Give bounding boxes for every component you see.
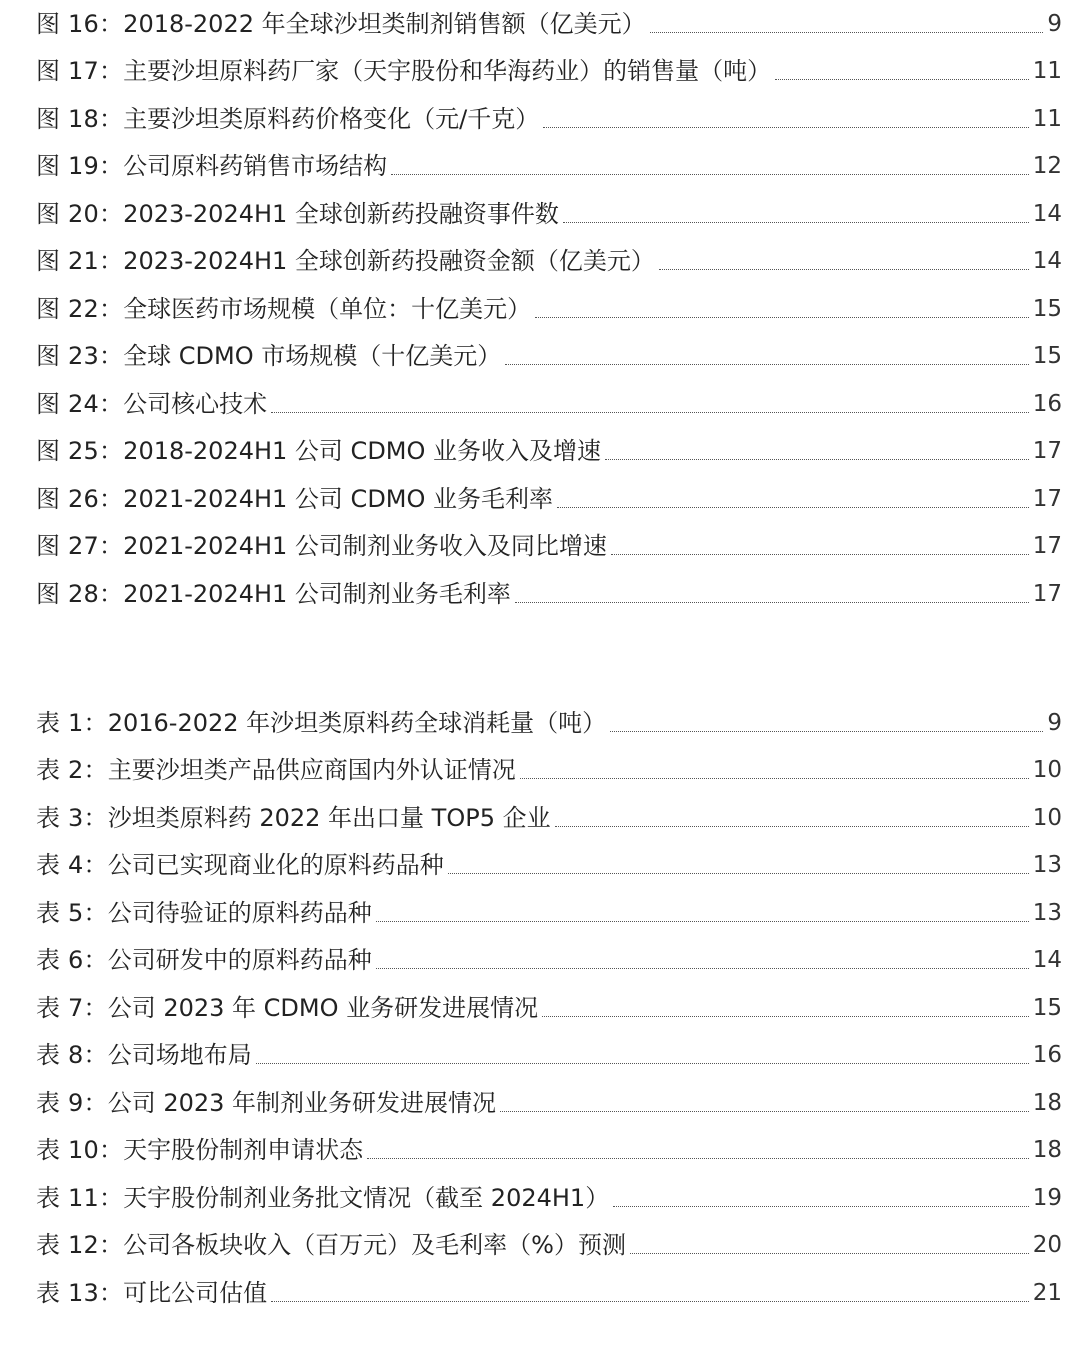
toc-title: 主要沙坦类原料药价格变化（元/千克） xyxy=(123,104,540,133)
toc-page-number: 16 xyxy=(1032,390,1062,417)
toc-title: 2023-2024H1 全球创新药投融资金额（亿美元） xyxy=(123,247,655,275)
toc-label: 图 27： xyxy=(36,532,124,560)
dot-leader xyxy=(650,31,1044,33)
toc-page-number: 21 xyxy=(1032,1279,1062,1306)
toc-entry-figure-16[interactable] xyxy=(36,0,1062,48)
toc-page-number: 18 xyxy=(1032,1089,1062,1116)
toc-title: 公司已实现商业化的原料药品种 xyxy=(107,851,444,879)
toc-label: 图 20： xyxy=(36,199,124,228)
toc-label: 图 18： xyxy=(36,104,124,133)
toc-page-number: 14 xyxy=(1032,248,1062,274)
toc-label: 图 25： xyxy=(36,437,124,465)
toc-entry-table-10[interactable] xyxy=(36,1127,1062,1175)
toc-entry-table-4[interactable] xyxy=(36,842,1062,890)
toc-title: 天宇股份制剂申请状态 xyxy=(123,1136,364,1164)
table-list xyxy=(36,699,1062,1317)
dot-leader xyxy=(505,363,1028,365)
dot-leader xyxy=(367,1157,1029,1159)
toc-label: 图 28： xyxy=(36,579,124,608)
toc-title: 2021-2024H1 公司制剂业务收入及同比增速 xyxy=(123,532,607,560)
toc-entry-figure-28[interactable] xyxy=(36,570,1062,618)
toc-title: 公司待验证的原料药品种 xyxy=(107,898,372,927)
toc-page-number: 19 xyxy=(1032,1184,1062,1211)
toc-title: 2021-2024H1 公司 CDMO 业务毛利率 xyxy=(123,484,554,513)
dot-leader xyxy=(563,221,1029,223)
toc-page-number: 17 xyxy=(1032,485,1062,512)
toc-title: 主要沙坦原料药厂家（天宇股份和华海药业）的销售量（吨） xyxy=(123,57,772,85)
toc-page-number: 11 xyxy=(1032,58,1062,84)
toc-title: 可比公司估值 xyxy=(123,1278,268,1307)
toc-title: 公司 2023 年 CDMO 业务研发进展情况 xyxy=(107,993,539,1022)
toc-page-number: 18 xyxy=(1032,1137,1062,1163)
dot-leader xyxy=(542,1015,1029,1017)
dot-leader xyxy=(271,411,1029,413)
toc-page-number: 17 xyxy=(1032,533,1062,559)
toc-label: 图 16： xyxy=(36,9,124,38)
dot-leader xyxy=(659,268,1029,270)
toc-title: 2021-2024H1 公司制剂业务毛利率 xyxy=(123,579,511,608)
toc-label: 表 12： xyxy=(36,1231,124,1259)
toc-label: 表 5： xyxy=(36,898,108,927)
toc-page-number: 15 xyxy=(1032,994,1062,1021)
toc-page-number: 17 xyxy=(1032,438,1062,464)
dot-leader xyxy=(391,173,1029,175)
toc-title: 2018-2024H1 公司 CDMO 业务收入及增速 xyxy=(123,437,602,465)
toc-page-number: 10 xyxy=(1032,804,1062,831)
toc-entry-table-13[interactable] xyxy=(36,1269,1062,1317)
toc-title: 全球 CDMO 市场规模（十亿美元） xyxy=(123,342,502,370)
toc-title: 公司场地布局 xyxy=(107,1041,252,1069)
toc-page-number: 17 xyxy=(1032,580,1062,607)
toc-label: 表 10： xyxy=(36,1136,124,1164)
dot-leader xyxy=(376,967,1029,969)
toc-title: 公司原料药销售市场结构 xyxy=(123,152,388,180)
toc-entry-table-5[interactable] xyxy=(36,889,1062,937)
toc-entry-table-11[interactable] xyxy=(36,1174,1062,1222)
toc-entry-figure-27[interactable] xyxy=(36,523,1062,571)
dot-leader xyxy=(775,78,1029,80)
dot-leader xyxy=(610,730,1043,732)
toc-label: 图 17： xyxy=(36,57,124,85)
toc-label: 图 23： xyxy=(36,342,124,370)
dot-leader xyxy=(448,872,1029,874)
toc-page-number: 13 xyxy=(1032,852,1062,878)
toc-entry-figure-25[interactable] xyxy=(36,428,1062,476)
toc-entry-figure-26[interactable] xyxy=(36,475,1062,523)
dot-leader xyxy=(256,1062,1029,1064)
toc-entry-figure-19[interactable] xyxy=(36,143,1062,191)
toc-entry-table-8[interactable] xyxy=(36,1032,1062,1080)
toc-title: 公司各板块收入（百万元）及毛利率（%）预测 xyxy=(123,1231,626,1259)
toc-label: 表 4： xyxy=(36,851,108,879)
toc-entry-table-3[interactable] xyxy=(36,794,1062,842)
dot-leader xyxy=(611,553,1029,555)
toc-page-number: 9 xyxy=(1047,10,1062,37)
toc-entry-table-2[interactable] xyxy=(36,747,1062,795)
toc-title: 2016-2022 年沙坦类原料药全球消耗量（吨） xyxy=(107,708,607,737)
toc-title: 公司 2023 年制剂业务研发进展情况 xyxy=(107,1088,497,1117)
toc-entry-table-9[interactable] xyxy=(36,1079,1062,1127)
toc-label: 表 11： xyxy=(36,1183,124,1212)
toc-entry-figure-21[interactable] xyxy=(36,238,1062,286)
toc-title: 2018-2022 年全球沙坦类制剂销售额（亿美元） xyxy=(123,9,646,38)
toc-entry-table-6[interactable] xyxy=(36,937,1062,985)
dot-leader xyxy=(500,1110,1029,1112)
toc-label: 图 26： xyxy=(36,484,124,513)
toc-entry-figure-20[interactable] xyxy=(36,190,1062,238)
toc-label: 图 22： xyxy=(36,294,124,323)
toc-entry-figure-22[interactable] xyxy=(36,285,1062,333)
toc-entry-figure-18[interactable] xyxy=(36,95,1062,143)
toc-page-number: 14 xyxy=(1032,947,1062,973)
toc-page-number: 11 xyxy=(1032,105,1062,132)
toc-title: 公司核心技术 xyxy=(123,389,268,418)
toc-label: 图 21： xyxy=(36,247,124,275)
dot-leader xyxy=(535,316,1029,318)
toc-label: 表 1： xyxy=(36,708,108,737)
figure-list xyxy=(36,0,1062,618)
dot-leader xyxy=(613,1205,1029,1207)
toc-entry-figure-23[interactable] xyxy=(36,333,1062,381)
dot-leader xyxy=(630,1252,1029,1254)
toc-title: 全球医药市场规模（单位：十亿美元） xyxy=(123,294,532,323)
toc-title: 沙坦类原料药 2022 年出口量 TOP5 企业 xyxy=(107,803,551,832)
toc-page-number: 15 xyxy=(1032,295,1062,322)
toc-page-number: 12 xyxy=(1032,153,1062,179)
toc-page-number: 20 xyxy=(1032,1232,1062,1258)
toc-title: 2023-2024H1 全球创新药投融资事件数 xyxy=(123,199,559,228)
toc-entry-table-7[interactable] xyxy=(36,984,1062,1032)
toc-entry-figure-24[interactable] xyxy=(36,380,1062,428)
dot-leader xyxy=(557,506,1029,508)
toc-label: 表 6： xyxy=(36,946,108,974)
dot-leader xyxy=(271,1300,1029,1302)
dot-leader xyxy=(555,825,1029,827)
toc-label: 图 24： xyxy=(36,389,124,418)
toc-page-number: 15 xyxy=(1032,343,1062,369)
toc-label: 表 13： xyxy=(36,1278,124,1307)
dot-leader xyxy=(515,601,1029,603)
toc-label: 表 8： xyxy=(36,1041,108,1069)
toc-title: 天宇股份制剂业务批文情况（截至 2024H1） xyxy=(123,1183,610,1212)
toc-title: 公司研发中的原料药品种 xyxy=(107,946,372,974)
toc-label: 表 9： xyxy=(36,1088,108,1117)
toc-page-number: 14 xyxy=(1032,200,1062,227)
dot-leader xyxy=(376,920,1029,922)
toc-page-number: 13 xyxy=(1032,899,1062,926)
toc-entry-table-12[interactable] xyxy=(36,1222,1062,1270)
toc-label: 表 7： xyxy=(36,993,108,1022)
toc-label: 表 2： xyxy=(36,756,108,784)
toc-page-number: 10 xyxy=(1032,757,1062,783)
toc-label: 图 19： xyxy=(36,152,124,180)
toc-label: 表 3： xyxy=(36,803,108,832)
dot-leader xyxy=(543,126,1028,128)
toc-entry-table-1[interactable] xyxy=(36,699,1062,747)
toc-page-number: 16 xyxy=(1032,1042,1062,1068)
dot-leader xyxy=(520,777,1029,779)
dot-leader xyxy=(605,458,1029,460)
toc-title: 主要沙坦类产品供应商国内外认证情况 xyxy=(107,756,516,784)
toc-page-number: 9 xyxy=(1047,709,1062,736)
toc-entry-figure-17[interactable] xyxy=(36,48,1062,96)
